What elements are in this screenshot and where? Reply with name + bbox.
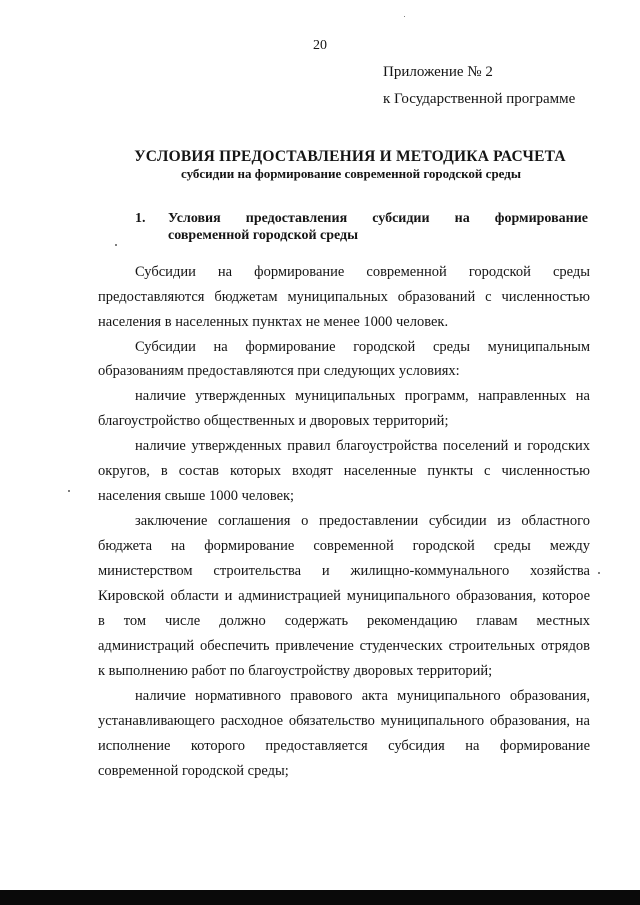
scan-speck (115, 244, 117, 246)
body-line: бюджета на формирование современной городской среды между (98, 538, 590, 554)
body-line: современной городской среды; (98, 763, 289, 779)
body-line: заключение соглашения о предоставлении субсидии из областного (135, 513, 590, 529)
body-line: наличие утвержденных муниципальных программ, направленных на (135, 388, 590, 404)
section-heading-line-1: Условия предоставления субсидии на формирование (168, 211, 588, 226)
scan-speck (598, 572, 600, 574)
body-line: Субсидии на формирование городской среды муниципальным (135, 339, 590, 355)
body-line: в том числе должно содержать рекомендацию главам местных (98, 613, 590, 629)
body-line: образованиям предоставляются при следующих условиях: (98, 363, 460, 379)
document-title: УСЛОВИЯ ПРЕДОСТАВЛЕНИЯ И МЕТОДИКА РАСЧЕТА (134, 148, 566, 165)
body-line: наличие утвержденных правил благоустройства поселений и городских (135, 438, 590, 454)
body-line: благоустройство общественных и дворовых территорий; (98, 413, 449, 429)
body-line: предоставляются бюджетам муниципальных образований с численностью (98, 289, 590, 305)
body-line: Субсидии на формирование современной городской среды (135, 264, 590, 280)
body-line: округов, в состав которых входят населенные пункты с численностью (98, 463, 590, 479)
scan-speck (68, 490, 70, 492)
body-line: исполнение которого предоставляется субсидия на формирование (98, 738, 590, 754)
scan-speck (404, 16, 405, 17)
appendix-program-label: к Государственной программе (383, 91, 576, 107)
body-line: устанавливающего расходное обязательство муниципального образования, на (98, 713, 590, 729)
body-line: населения в населенных пунктах не менее 1000 человек. (98, 314, 449, 330)
body-line: наличие нормативного правового акта муниципального образования, (135, 688, 590, 704)
appendix-label: Приложение № 2 (383, 64, 493, 80)
body-line: администраций обеспечить привлечение студенческих строительных отрядов (98, 638, 590, 654)
body-line: населения свыше 1000 человек; (98, 488, 295, 504)
page-number: 20 (313, 38, 327, 53)
scan-bottom-edge (0, 890, 640, 905)
section-number: 1. (135, 211, 146, 226)
body-line: к выполнению работ по благоустройству дворовых территорий; (98, 663, 493, 679)
body-line: министерством строительства и жилищно-коммунального хозяйства (98, 563, 590, 579)
document-subtitle: субсидии на формирование современной городской среды (180, 166, 521, 181)
body-line: Кировской области и администрацией муниципального образования, которое (98, 588, 590, 604)
section-heading-line-2: современной городской среды (168, 228, 359, 243)
